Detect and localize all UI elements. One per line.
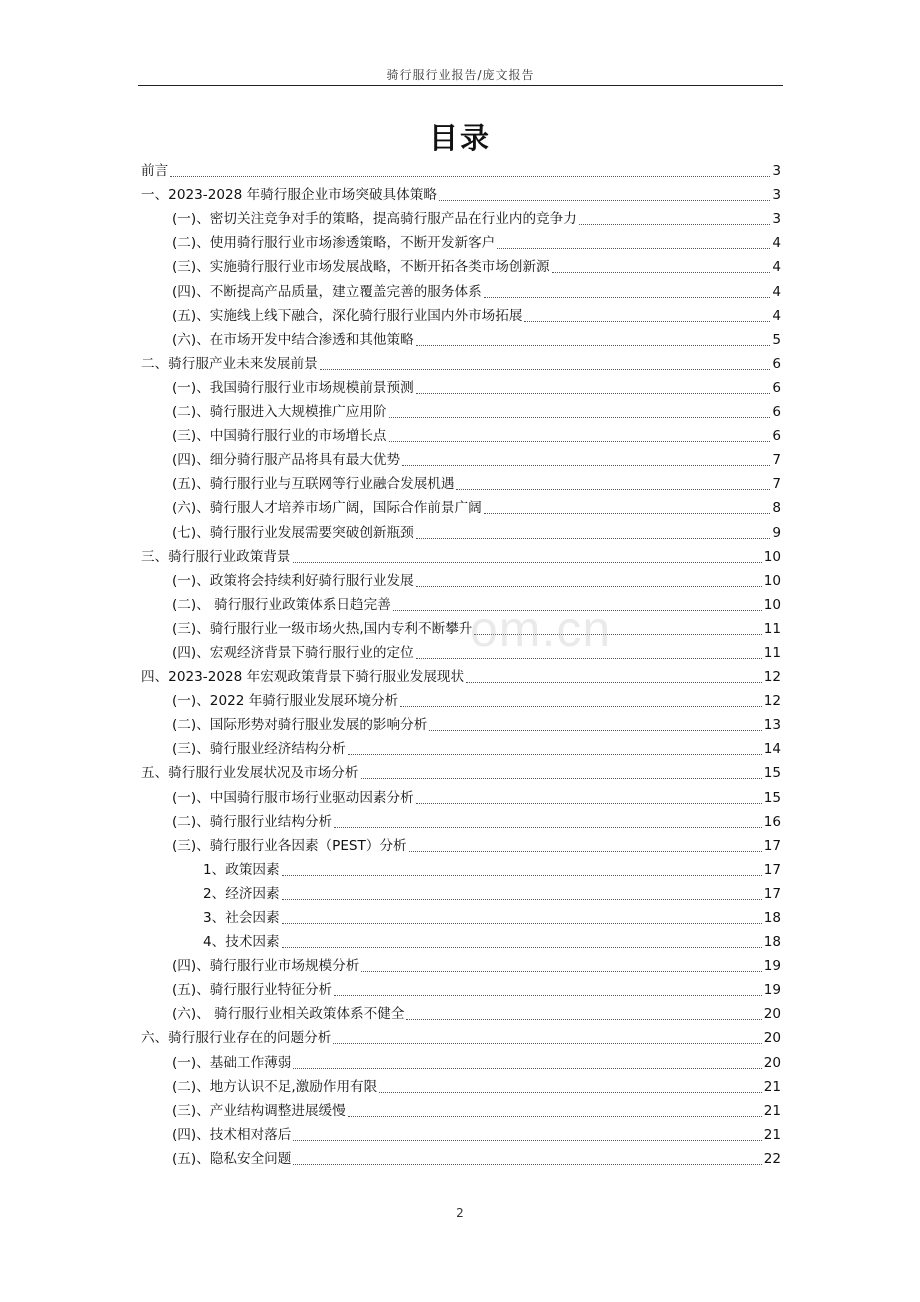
toc-entry-label: (四)、不断提高产品质量，建立覆盖完善的服务体系 — [172, 283, 482, 300]
toc-entry-label: (六)、在市场开发中结合渗透和其他策略 — [172, 331, 414, 348]
toc-entry-page: 18 — [763, 910, 781, 926]
toc-dot-leader — [416, 802, 762, 804]
toc-entry[interactable] — [141, 470, 781, 494]
toc-entry-page: 3 — [772, 187, 781, 204]
toc-entry-label: (七)、骑行服行业发展需要突破创新瓶颈 — [172, 524, 414, 541]
toc-dot-leader — [334, 826, 762, 828]
toc-dot-leader — [416, 537, 771, 539]
toc-entry-page: 6 — [772, 379, 781, 396]
toc-entry[interactable] — [141, 326, 781, 350]
toc-entry-page: 4 — [772, 235, 781, 252]
toc-entry-page: 3 — [772, 211, 781, 228]
toc-entry-page: 12 — [763, 693, 781, 710]
toc-dot-leader — [282, 946, 762, 948]
toc-dot-leader — [334, 994, 762, 996]
toc-entry-label: (六)、骑行服人才培养市场广阔，国际合作前景广阔 — [172, 500, 482, 517]
toc-entry-label: (五)、骑行服行业特征分析 — [172, 982, 333, 999]
toc-entry[interactable] — [141, 976, 781, 1000]
toc-entry-page: 13 — [763, 717, 781, 734]
header-rule — [138, 85, 783, 86]
toc-entry-page: 10 — [763, 596, 781, 613]
toc-entry-page: 11 — [763, 644, 781, 661]
toc-dot-leader — [416, 585, 762, 587]
toc-entry-page: 15 — [763, 789, 781, 806]
toc-entry[interactable] — [141, 880, 781, 904]
toc-entry-label: (一)、密切关注竞争对手的策略，提高骑行服产品在行业内的竞争力 — [172, 211, 577, 228]
toc-entry-page: 17 — [763, 885, 781, 902]
toc-entry-page: 6 — [772, 428, 781, 445]
toc-entry[interactable] — [141, 302, 781, 326]
toc-dot-leader — [282, 874, 762, 876]
page-number: 2 — [456, 1206, 464, 1220]
toc-dot-leader — [348, 753, 762, 755]
toc-entry[interactable] — [141, 759, 781, 783]
toc-dot-leader — [484, 296, 771, 298]
toc-entry-label: 四、2023-2028 年宏观政策背景下骑行服业发展现状 — [141, 669, 465, 686]
toc-dot-leader — [579, 223, 771, 225]
toc-entry-page: 18 — [763, 934, 781, 951]
toc-dot-leader — [170, 175, 770, 177]
toc-entry[interactable] — [141, 398, 781, 422]
toc-entry-page: 16 — [763, 813, 781, 830]
toc-entry-page: 19 — [763, 982, 781, 999]
toc-entry-label: (二)、地方认识不足,激励作用有限 — [172, 1078, 378, 1095]
toc-entry[interactable] — [141, 229, 781, 253]
toc-dot-leader — [320, 368, 771, 370]
toc-dot-leader — [484, 512, 771, 514]
toc-entry[interactable] — [141, 928, 781, 952]
toc-entry[interactable] — [141, 253, 781, 277]
toc-entry[interactable] — [141, 205, 781, 229]
toc-dot-leader — [439, 199, 770, 201]
toc-entry-label: 3、社会因素 — [203, 910, 280, 926]
toc-entry-label: (二)、国际形势对骑行服业发展的影响分析 — [172, 717, 428, 734]
running-header: 骑行服行业报告/庞文报告 — [386, 68, 535, 82]
toc-entry-page: 20 — [763, 1006, 781, 1023]
toc-entry[interactable] — [141, 1048, 781, 1072]
toc-entry[interactable] — [141, 1024, 781, 1048]
toc-entry[interactable] — [141, 687, 781, 711]
toc-entry[interactable] — [141, 518, 781, 542]
toc-entry[interactable] — [141, 446, 781, 470]
toc-entry[interactable] — [141, 615, 781, 639]
toc-dot-leader — [402, 464, 770, 466]
toc-entry-label: (二)、骑行服进入大规模推广应用阶 — [172, 404, 387, 421]
toc-entry[interactable] — [141, 1000, 781, 1024]
toc-entry[interactable] — [141, 374, 781, 398]
toc-entry[interactable] — [141, 1073, 781, 1097]
toc-entry-page: 4 — [772, 259, 781, 276]
toc-entry-page: 22 — [763, 1150, 781, 1167]
toc-entry[interactable] — [141, 952, 781, 976]
toc-entry-label: (二)、使用骑行服行业市场渗透策略，不断开发新客户 — [172, 235, 496, 252]
toc-entry[interactable] — [141, 157, 781, 181]
toc-entry-label: (六)、 骑行服行业相关政策体系不健全 — [172, 1006, 405, 1023]
toc-entry[interactable] — [141, 904, 781, 928]
toc-entry-label: (二)、 骑行服行业政策体系日趋完善 — [172, 596, 391, 613]
toc-entry-label: 一、2023-2028 年骑行服企业市场突破具体策略 — [141, 187, 437, 204]
toc-entry-label: 五、骑行服行业发展状况及市场分析 — [141, 765, 359, 782]
toc-dot-leader — [429, 729, 761, 731]
toc-entry-label: (一)、2022 年骑行服业发展环境分析 — [172, 693, 399, 710]
toc-entry-page: 11 — [763, 620, 781, 637]
toc-entry[interactable] — [141, 494, 781, 518]
toc-entry-label: 4、技术因素 — [203, 934, 280, 951]
toc-dot-leader — [409, 850, 762, 852]
toc-entry-page: 21 — [763, 1078, 781, 1095]
toc-entry-page: 8 — [772, 500, 781, 517]
toc-dot-leader — [416, 344, 771, 346]
toc-dot-leader — [348, 1115, 762, 1117]
toc-entry[interactable] — [141, 832, 781, 856]
toc-dot-leader — [400, 705, 761, 707]
toc-entry-page: 12 — [763, 669, 781, 686]
table-of-contents — [141, 157, 781, 1169]
toc-entry-page: 4 — [772, 283, 781, 300]
toc-entry-label: (五)、骑行服行业与互联网等行业融合发展机遇 — [172, 476, 455, 493]
toc-entry-label: (五)、隐私安全问题 — [172, 1150, 292, 1167]
toc-entry-label: (三)、骑行服业经济结构分析 — [172, 741, 346, 758]
toc-dot-leader — [361, 970, 761, 972]
toc-entry-page: 15 — [763, 765, 781, 782]
toc-entry-label: 三、骑行服行业政策背景 — [141, 548, 291, 565]
toc-dot-leader — [293, 561, 762, 563]
toc-entry-page: 3 — [772, 163, 781, 180]
toc-entry-label: 1、政策因素 — [203, 861, 280, 878]
watermark: om.cn — [470, 601, 612, 657]
toc-dot-leader — [456, 488, 770, 490]
toc-entry-page: 17 — [763, 861, 781, 878]
toc-entry-label: (三)、骑行服行业各因素（PEST）分析 — [172, 837, 407, 854]
toc-entry[interactable] — [141, 1097, 781, 1121]
toc-entry-page: 5 — [772, 331, 781, 348]
toc-entry-page: 14 — [763, 741, 781, 758]
toc-entry[interactable] — [141, 350, 781, 374]
toc-entry-label: (三)、骑行服行业一级市场火热,国内专利不断攀升 — [172, 620, 473, 637]
toc-dot-leader — [293, 1139, 761, 1141]
toc-entry-label: (一)、我国骑行服行业市场规模前景预测 — [172, 379, 414, 396]
toc-entry[interactable] — [141, 181, 781, 205]
toc-entry-page: 9 — [772, 524, 781, 541]
toc-entry-page: 20 — [763, 1030, 781, 1047]
toc-entry-label: (三)、实施骑行服行业市场发展战略，不断开拓各类市场创新源 — [172, 259, 550, 276]
toc-entry-label: (三)、中国骑行服行业的市场增长点 — [172, 428, 387, 445]
toc-entry[interactable] — [141, 663, 781, 687]
toc-entry-page: 6 — [772, 355, 781, 372]
toc-entry-page: 19 — [763, 958, 781, 975]
toc-entry-page: 10 — [763, 572, 781, 589]
toc-entry[interactable] — [141, 711, 781, 735]
toc-entry[interactable] — [141, 808, 781, 832]
toc-entry[interactable] — [141, 567, 781, 591]
toc-entry-label: (五)、实施线上线下融合，深化骑行服行业国内外市场拓展 — [172, 307, 523, 324]
toc-entry[interactable] — [141, 591, 781, 615]
toc-dot-leader — [416, 392, 771, 394]
toc-entry-page: 20 — [763, 1054, 781, 1071]
toc-dot-leader — [389, 416, 771, 418]
toc-entry[interactable] — [141, 856, 781, 880]
toc-entry-page: 21 — [763, 1126, 781, 1143]
toc-entry[interactable] — [141, 735, 781, 759]
toc-dot-leader — [361, 777, 762, 779]
toc-entry-page: 17 — [763, 837, 781, 854]
toc-entry[interactable] — [141, 422, 781, 446]
toc-entry-page: 21 — [763, 1102, 781, 1119]
toc-dot-leader — [379, 1091, 761, 1093]
toc-dot-leader — [282, 898, 762, 900]
toc-dot-leader — [282, 922, 762, 924]
toc-entry-page: 7 — [772, 452, 781, 469]
toc-entry-page: 7 — [772, 476, 781, 493]
toc-dot-leader — [293, 1067, 761, 1069]
toc-dot-leader — [293, 1163, 761, 1165]
toc-entry[interactable] — [141, 1145, 781, 1169]
page-title: 目录 — [428, 121, 491, 155]
toc-entry[interactable] — [141, 783, 781, 807]
toc-entry-label: 六、骑行服行业存在的问题分析 — [141, 1030, 332, 1047]
toc-dot-leader — [466, 681, 762, 683]
toc-entry-label: (一)、政策将会持续利好骑行服行业发展 — [172, 572, 414, 589]
toc-entry-label: (四)、技术相对落后 — [172, 1126, 292, 1143]
toc-entry-label: (一)、基础工作薄弱 — [172, 1054, 292, 1071]
toc-dot-leader — [524, 320, 770, 322]
toc-entry-label: 前言 — [141, 163, 169, 180]
toc-entry-page: 10 — [763, 548, 781, 565]
toc-entry[interactable] — [141, 1121, 781, 1145]
toc-entry-label: (四)、宏观经济背景下骑行服行业的定位 — [172, 644, 414, 661]
toc-entry-label: 2、经济因素 — [203, 885, 280, 902]
toc-entry[interactable] — [141, 543, 781, 567]
toc-entry-page: 4 — [772, 307, 781, 324]
toc-entry[interactable] — [141, 639, 781, 663]
toc-entry[interactable] — [141, 277, 781, 301]
toc-dot-leader — [497, 247, 770, 249]
toc-dot-leader — [333, 1042, 761, 1044]
toc-dot-leader — [389, 440, 771, 442]
toc-dot-leader — [406, 1018, 761, 1020]
toc-dot-leader — [552, 271, 771, 273]
toc-entry-label: (四)、细分骑行服产品将具有最大优势 — [172, 452, 401, 469]
toc-entry-label: 二、骑行服产业未来发展前景 — [141, 355, 318, 372]
toc-entry-label: (一)、中国骑行服市场行业驱动因素分析 — [172, 789, 414, 806]
toc-entry-label: (四)、骑行服行业市场规模分析 — [172, 958, 360, 975]
toc-entry-page: 6 — [772, 404, 781, 421]
toc-entry-label: (二)、骑行服行业结构分析 — [172, 813, 333, 830]
toc-entry-label: (三)、产业结构调整进展缓慢 — [172, 1102, 346, 1119]
